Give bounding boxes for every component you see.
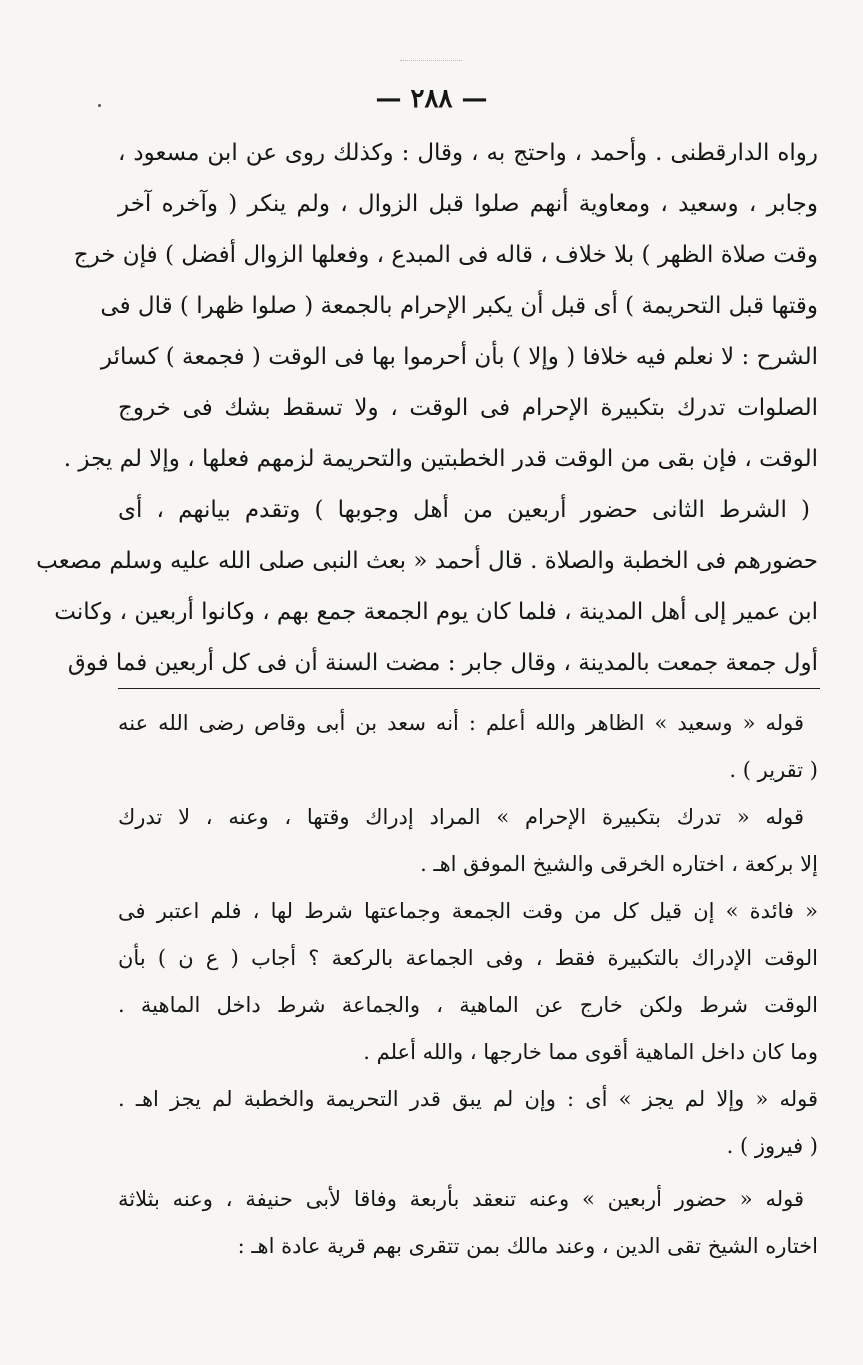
footnote-line: ( تقرير ) . (729, 758, 818, 782)
footnote-line: ( فيروز ) . (726, 1134, 818, 1158)
main-text-line: الوقت ، فإن بقى من الوقت قدر الخطبتين والتحريمة لزمهم فعلها ، وإلا لم يجز . (63, 446, 818, 472)
footnote-line: قوله « تدرك بتكبيرة الإحرام » المراد إدراك وقتها ، وعنه ، لا تدرك (118, 805, 804, 829)
footnote-line: اختاره الشيخ تقى الدين ، وعند مالك بمن تتقرى بهم قرية عادة اهـ : (237, 1234, 818, 1258)
main-text-line: الشرح : لا نعلم فيه خلافا ( وإلا ) بأن أحرموا بها فى الوقت ( فجمعة ) كسائر (100, 344, 818, 370)
main-text-line: وجابر ، وسعيد ، ومعاوية أنهم صلوا قبل الزوال ، ولم ينكر ( وآخره آخر (118, 191, 818, 217)
main-text-line: ( الشرط الثانى حضور أربعين من أهل وجوبها ) وتقدم بيانهم ، أى (118, 497, 810, 523)
footnote-line: إلا بركعة ، اختاره الخرقى والشيخ الموفق اهـ . (420, 852, 818, 876)
main-text-line: الصلوات تدرك بتكبيرة الإحرام فى الوقت ، ولا تسقط بشك فى خروج (118, 395, 818, 421)
footnotes (118, 700, 818, 1270)
main-text-line: رواه الدارقطنى . وأحمد ، واحتج به ، وقال : وكذلك روى عن ابن مسعود ، (118, 140, 818, 166)
footnote-separator (118, 688, 820, 689)
main-text-line: وقتها قبل التحريمة ) أى قبل أن يكبر الإحرام بالجمعة ( صلوا ظهرا ) قال فى (100, 293, 818, 319)
main-text-body (36, 128, 818, 689)
faint-print-mark (400, 60, 462, 65)
footnote-line: الوقت الإدراك بالتكبيرة فقط ، وفى الجماعة بالركعة ؟ أجاب ( ع ن ) بأن (118, 946, 818, 970)
main-text-line: أول جمعة جمعت بالمدينة ، وقال جابر : مضت السنة أن فى كل أربعين فما فوق (67, 650, 818, 676)
main-text-line: ابن عمير إلى أهل المدينة ، فلما كان يوم الجمعة جمع بهم ، وكانوا أربعين ، وكانت (54, 599, 818, 625)
footnote-line: قوله « حضور أربعين » وعنه تنعقد بأربعة وفاقا لأبى حنيفة ، وعنه بثلاثة (118, 1187, 804, 1211)
main-text-line: حضورهم فى الخطبة والصلاة . قال أحمد « بعث النبى صلى الله عليه وسلم مصعب (36, 548, 818, 574)
footnote-line: الوقت شرط ولكن خارج عن الماهية ، والجماعة شرط داخل الماهية . (118, 993, 818, 1017)
footnote-line: قوله « وسعيد » الظاهر والله أعلم : أنه سعد بن أبى وقاص رضى الله عنه (118, 711, 804, 735)
footnote-line: « فائدة » إن قيل كل من وقت الجمعة وجماعتها شرط لها ، فلم اعتبر فى (118, 899, 818, 923)
page-number: — ٢٨٨ — (375, 84, 488, 114)
footnote-line: قوله « وإلا لم يجز » أى : وإن لم يبق قدر التحريمة والخطبة لم يجز اهـ . (118, 1087, 818, 1111)
main-text-line: وقت صلاة الظهر ) بلا خلاف ، قاله فى المبدع ، وفعلها الزوال أفضل ) فإن خرج (73, 242, 818, 268)
footnote-line: وما كان داخل الماهية أقوى مما خارجها ، والله أعلم . (363, 1040, 818, 1064)
